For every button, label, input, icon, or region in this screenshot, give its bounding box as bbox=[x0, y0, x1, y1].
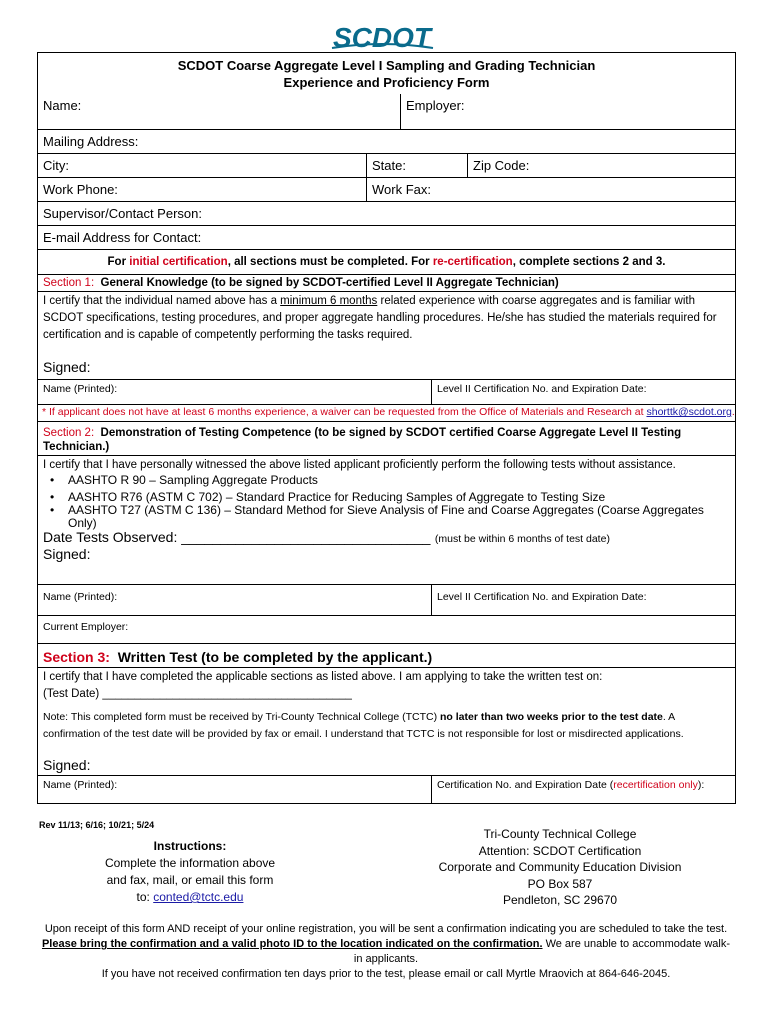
zip-code-field[interactable]: Zip Code: bbox=[467, 154, 735, 177]
title-line-1: SCDOT Coarse Aggregate Level I Sampling and Grading Technician bbox=[177, 58, 596, 73]
test-item: • AASHTO R 90 – Sampling Aggregate Products bbox=[68, 474, 730, 487]
revision-note: Rev 11/13; 6/16; 10/21; 5/24 bbox=[39, 820, 155, 830]
section-3-signed[interactable]: Signed: bbox=[43, 757, 91, 773]
current-employer-field[interactable]: Current Employer: bbox=[43, 621, 129, 633]
section-2-cert-no[interactable]: Level II Certification No. and Expiration Date: bbox=[431, 585, 735, 615]
test-list bbox=[43, 474, 730, 530]
section-1 bbox=[38, 274, 735, 379]
section-3-text: I certify that I have completed the applicable sections as listed above. I am applying to take the written test on: (Test Date) _______________________________________ bbox=[38, 667, 735, 703]
section-1-name-printed[interactable]: Name (Printed): bbox=[43, 383, 118, 395]
section-3-note: Note: This completed form must be received by Tri-County Technical College (TCTC) no later than two weeks prior to the test date. A confirmation of the test date will be provided by fax or email. I understand that TCTC is not responsible for lost or misdirected applications. bbox=[43, 711, 684, 740]
state-field[interactable]: State: bbox=[366, 154, 467, 177]
section-2 bbox=[38, 421, 735, 584]
bottom-notice: Upon receipt of this form AND receipt of your online registration, you will be sent a confirmation indicating you are scheduled to take the test. Please bring the confirmation and a valid photo ID to the location indicated on the confirmation. We are unable to accommodate walk-in applicants. If you have not received confirmation ten days prior to the test, please email or call Myrtle Mraovich at 864-646-2045. bbox=[41, 923, 731, 980]
form-box bbox=[37, 52, 736, 804]
svg-text:SCDOT: SCDOT bbox=[333, 22, 431, 53]
supervisor-field[interactable]: Supervisor/Contact Person: bbox=[43, 206, 202, 221]
work-phone-field[interactable]: Work Phone: bbox=[43, 182, 118, 197]
section-2-signed[interactable]: Signed: bbox=[43, 546, 91, 562]
section-2-heading: Section 2: Demonstration of Testing Competence (to be signed by SCDOT certified Coarse Aggregate Level II Testing Technician.) bbox=[43, 427, 682, 453]
name-field[interactable]: Name: bbox=[43, 98, 82, 113]
section-1-cert-no[interactable]: Level II Certification No. and Expiration Date: bbox=[431, 380, 735, 404]
section-2-name-printed[interactable]: Name (Printed): bbox=[43, 591, 118, 603]
test-item: • AASHTO T27 (ASTM C 136) – Standard Method for Sieve Analysis of Fine and Coarse Aggregates (Coarse Aggregates Only) bbox=[68, 504, 730, 530]
section-3 bbox=[38, 644, 735, 775]
title-line-2: Experience and Proficiency Form bbox=[283, 75, 490, 90]
instructions-block: Instructions: Complete the information above and fax, mail, or email this form to: conted@tctc.edu bbox=[104, 839, 276, 904]
form-title bbox=[38, 53, 735, 94]
section-3-heading: Section 3: Written Test (to be completed by the applicant.) bbox=[43, 649, 433, 665]
test-item: • AASHTO R76 (ASTM C 702) – Standard Practice for Reducing Samples of Aggregate to Testing Size bbox=[68, 491, 730, 504]
section-1-heading: Section 1: General Knowledge (to be signed by SCDOT-certified Level II Aggregate Technician) bbox=[43, 277, 559, 289]
section-1-signed[interactable]: Signed: bbox=[43, 359, 91, 375]
section-3-cert-no[interactable]: Certification No. and Expiration Date (recertification only): bbox=[431, 776, 735, 803]
work-fax-field[interactable]: Work Fax: bbox=[366, 178, 735, 201]
city-field[interactable]: City: bbox=[43, 158, 69, 173]
scdot-logo bbox=[330, 20, 435, 56]
mailing-address-block: Tri-County Technical College Attention: SCDOT Certification Corporate and Community Education Division PO Box 587 Pendleton, SC 29670 bbox=[438, 827, 682, 907]
mailing-address-field[interactable]: Mailing Address: bbox=[43, 134, 139, 149]
date-tests-observed[interactable]: Date Tests Observed: ________________________________ (must be within 6 months of test date) bbox=[43, 529, 610, 545]
email-contact-field[interactable]: E-mail Address for Contact: bbox=[43, 230, 202, 245]
test-date-field[interactable]: (Test Date) _______________________________________ bbox=[43, 688, 352, 700]
section-2-text: I certify that I have personally witnessed the above listed applicant proficiently perform the following tests without assistance. • AASHTO R 90 – Sampling Aggregate Products • AASHTO R76 (ASTM C 702) – Standard Practice for Reducing Samples of Aggregate to Testing Size • AASHTO T27 (ASTM C 136) – Standard Method for Sieve Analysis of Fine and Coarse Aggregates (Coarse Aggregates Only) bbox=[38, 455, 735, 530]
employer-field[interactable]: Employer: bbox=[400, 94, 735, 129]
waiver-email-link[interactable]: shorttk@scdot.org bbox=[646, 406, 732, 418]
section-1-text: I certify that the individual named above has a minimum 6 months related experience with coarse aggregates and is familiar with SCDOT specifications, testing procedures, and proper aggregate handling procedures. He/she has studied the materials required for certification and is capable of competently performing the tasks required. bbox=[38, 291, 735, 359]
waiver-note: * If applicant does not have at least 6 months experience, a waiver can be requested from the Office of Materials and Research at shorttk@scdot.org. bbox=[42, 406, 735, 418]
conted-email-link[interactable]: conted@tctc.edu bbox=[153, 890, 244, 904]
instruction-line: For initial certification, all sections must be completed. For re-certification, complete sections 2 and 3. bbox=[107, 256, 666, 268]
section-3-name-printed[interactable]: Name (Printed): bbox=[43, 779, 118, 791]
